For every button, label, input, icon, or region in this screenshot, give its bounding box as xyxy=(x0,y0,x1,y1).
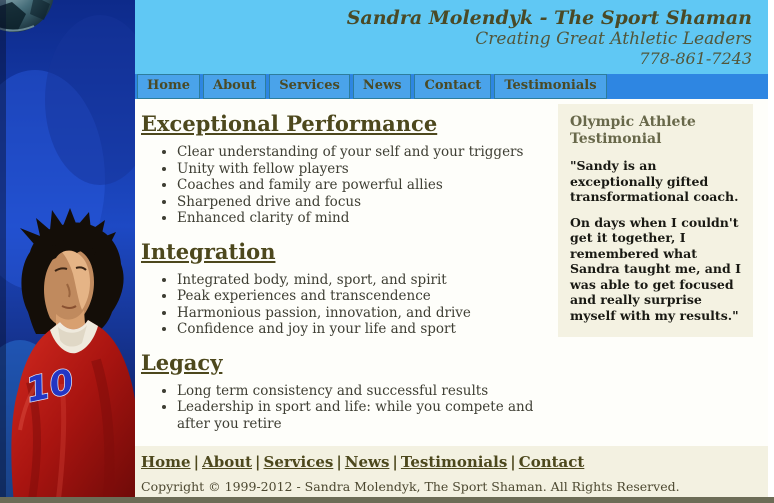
list-item: • Confidence and joy in your life and sport xyxy=(177,321,548,338)
main-nav xyxy=(135,74,768,99)
soccer-player-illustration xyxy=(0,0,135,503)
footer-separator: | xyxy=(336,453,342,471)
bottom-bar xyxy=(0,497,774,503)
section-heading-exceptional-performance: Exceptional Performance xyxy=(141,111,438,136)
footer-link-news[interactable]: News xyxy=(344,453,390,471)
soccer-player-photo xyxy=(0,0,135,503)
footer-separator: | xyxy=(193,453,200,471)
list-item: • Integrated body, mind, sport, and spirit xyxy=(177,272,548,289)
footer-link-contact[interactable]: Contact xyxy=(518,453,585,471)
testimonial-paragraph: On days when I couldn't get it together, I remembered what Sandra taught me, and I was able to get focused and really surprise myself with my results." xyxy=(570,214,741,323)
footer-separator: | xyxy=(392,453,398,471)
site-footer xyxy=(135,446,768,497)
footer-link-testimonials[interactable]: Testimonials xyxy=(400,453,508,471)
list-item: • Leadership in sport and life: while you compete and after you retire xyxy=(177,399,548,432)
testimonial-heading: Olympic Athlete Testimonial xyxy=(570,114,696,147)
nav-tab-about[interactable]: About xyxy=(203,74,266,99)
nav-tab-testimonials[interactable]: Testimonials xyxy=(494,74,606,99)
section-heading-integration: Integration xyxy=(141,238,276,264)
list-item: • Long term consistency and successful results xyxy=(177,383,548,400)
list-item: • Coaches and family are powerful allies xyxy=(177,177,548,194)
page-column xyxy=(135,0,768,503)
jersey-number: 10 xyxy=(22,361,78,411)
exceptional-performance-list xyxy=(141,144,548,227)
nav-tab-services[interactable]: Services xyxy=(269,74,350,99)
list-item: • Clear understanding of your self and your triggers xyxy=(177,144,548,161)
main-area xyxy=(135,99,768,446)
site-title: Sandra Molendyk - The Sport Shaman xyxy=(346,7,752,29)
player-figure xyxy=(11,208,135,503)
nav-tab-contact[interactable]: Contact xyxy=(414,74,491,99)
testimonial-box xyxy=(558,104,753,337)
section-heading-legacy: Legacy xyxy=(141,349,223,375)
legacy-list xyxy=(141,383,548,433)
nav-tab-home[interactable]: Home xyxy=(137,74,200,99)
footer-link-home[interactable]: Home xyxy=(141,453,191,471)
list-item: • Sharpened drive and focus xyxy=(177,194,548,211)
nav-tab-news[interactable]: News xyxy=(353,74,412,99)
list-item: • Enhanced clarity of mind xyxy=(177,210,548,227)
list-item: • Unity with fellow players xyxy=(177,161,548,178)
footer-separator: | xyxy=(510,453,516,471)
integration-list xyxy=(141,272,548,338)
footer-separator: | xyxy=(255,453,261,471)
site-tagline: Creating Great Athletic Leaders xyxy=(475,29,752,49)
copyright-text: Copyright © 1999-2012 - Sandra Molendyk, The Sport Shaman. All Rights Reserved. xyxy=(141,479,680,494)
phone-number: 778-861-7243 xyxy=(639,49,752,68)
list-item: • Peak experiences and transcendence xyxy=(177,288,548,305)
footer-nav xyxy=(141,453,768,471)
footer-link-services[interactable]: Services xyxy=(263,453,334,471)
site-header xyxy=(135,0,768,74)
list-item: • Harmonious passion, innovation, and drive xyxy=(177,305,548,322)
testimonial-paragraph: "Sandy is an exceptionally gifted transformational coach. xyxy=(570,158,739,204)
footer-link-about[interactable]: About xyxy=(202,453,253,471)
